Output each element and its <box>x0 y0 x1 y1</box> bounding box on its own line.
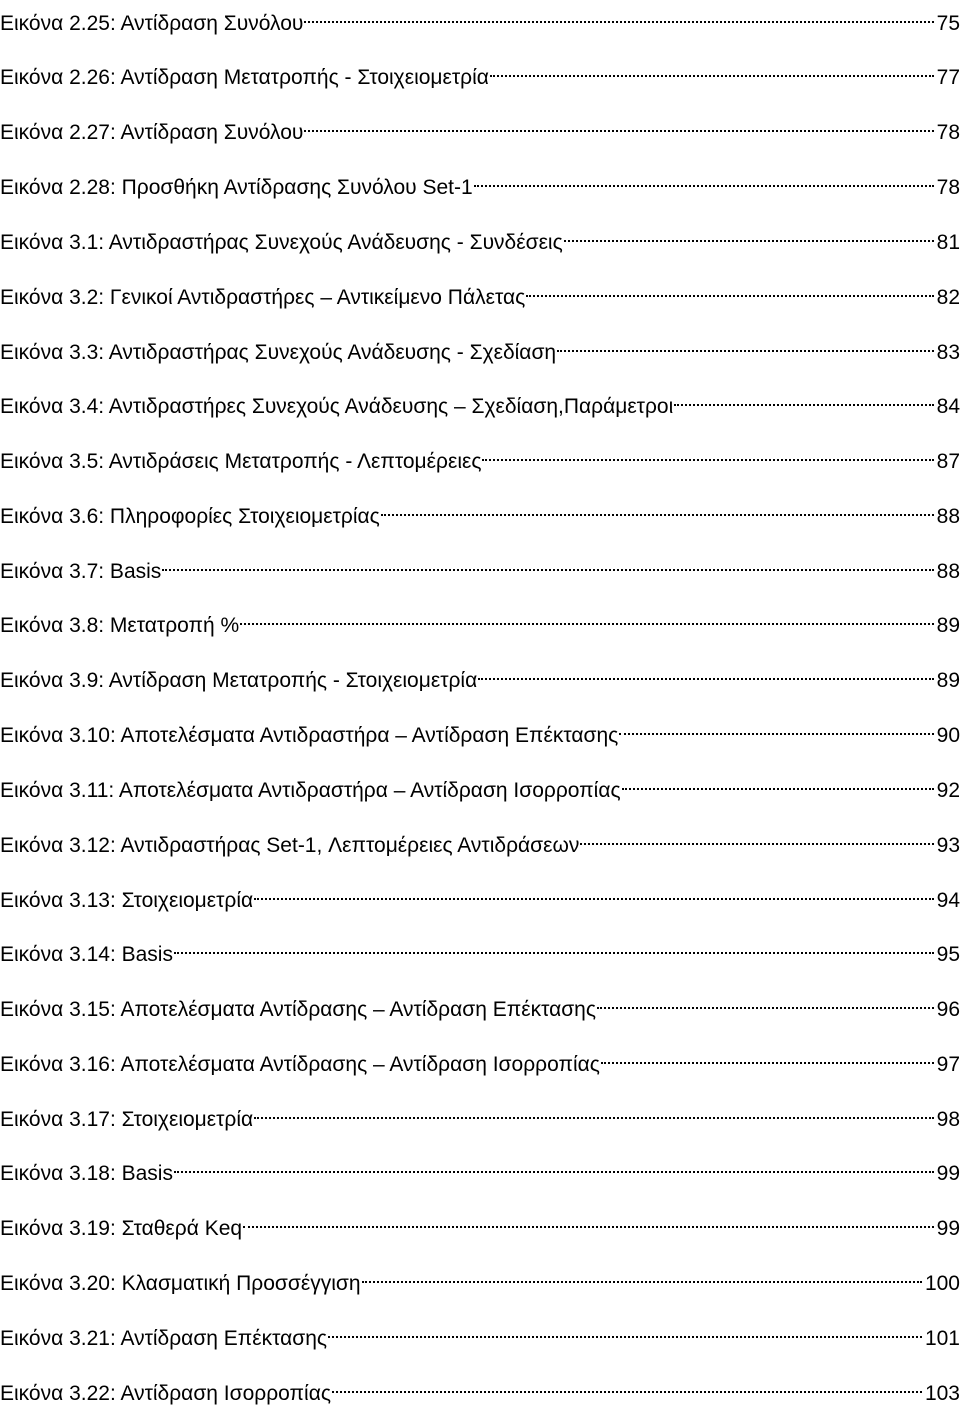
dot-leader <box>162 548 933 578</box>
entry-page-number: 89 <box>936 614 960 637</box>
entry-label: Εικόνα 3.15: Αποτελέσματα Αντίδρασης – Αντίδραση Επέκτασης <box>0 995 596 1025</box>
dot-leader <box>304 0 933 30</box>
toc-entry[interactable] <box>0 164 960 199</box>
toc-entry[interactable] <box>0 712 960 747</box>
toc-entry[interactable] <box>0 986 960 1021</box>
entry-page-number: 78 <box>936 121 960 144</box>
toc-entry[interactable] <box>0 931 960 966</box>
entry-page-number: 89 <box>936 669 960 692</box>
dot-leader <box>601 1041 934 1071</box>
entry-page-number: 96 <box>936 998 960 1021</box>
entry-page-number: 75 <box>936 12 960 35</box>
dot-leader <box>174 1150 934 1180</box>
toc-entry[interactable] <box>0 767 960 802</box>
entry-label: Εικόνα 2.26: Αντίδραση Μετατροπής - Στοιχειομετρία <box>0 63 489 93</box>
dot-leader <box>490 54 934 84</box>
entry-label: Εικόνα 3.19: Σταθερά Keq <box>0 1214 242 1244</box>
dot-leader <box>557 329 934 359</box>
dot-leader <box>362 1260 922 1290</box>
toc-entry[interactable] <box>0 657 960 692</box>
toc-entry[interactable] <box>0 822 960 857</box>
toc-entry[interactable] <box>0 602 960 637</box>
entry-page-number: 90 <box>936 724 960 747</box>
entry-label: Εικόνα 3.22: Αντίδραση Ισορροπίας <box>0 1379 331 1409</box>
entry-label: Εικόνα 2.25: Αντίδραση Συνόλου <box>0 9 303 39</box>
toc-entry[interactable] <box>0 0 960 35</box>
toc-entry[interactable] <box>0 274 960 309</box>
entry-page-number: 97 <box>936 1053 960 1076</box>
entry-page-number: 92 <box>936 779 960 802</box>
entry-label: Εικόνα 3.18: Basis <box>0 1159 173 1189</box>
dot-leader <box>381 493 934 523</box>
toc-entry[interactable] <box>0 438 960 473</box>
dot-leader <box>619 712 933 742</box>
entry-page-number: 83 <box>936 341 960 364</box>
toc-entry[interactable] <box>0 1205 960 1240</box>
entry-label: Εικόνα 3.3: Αντιδραστήρας Συνεχούς Ανάδευσης - Σχεδίαση <box>0 338 556 368</box>
entry-label: Εικόνα 3.5: Αντιδράσεις Μετατροπής - Λεπτομέρειες <box>0 447 481 477</box>
dot-leader <box>240 602 933 632</box>
entry-page-number: 101 <box>924 1327 960 1350</box>
dot-leader <box>482 438 933 468</box>
entry-page-number: 77 <box>936 66 960 89</box>
entry-page-number: 95 <box>936 943 960 966</box>
entry-page-number: 81 <box>936 231 960 254</box>
dot-leader <box>622 767 934 797</box>
entry-page-number: 78 <box>936 176 960 199</box>
toc-entry[interactable] <box>0 1041 960 1076</box>
toc-entry[interactable] <box>0 1096 960 1131</box>
entry-page-number: 87 <box>936 450 960 473</box>
entry-page-number: 99 <box>936 1217 960 1240</box>
toc-entry[interactable] <box>0 548 960 583</box>
dot-leader <box>674 383 933 413</box>
toc-entry[interactable] <box>0 1370 960 1405</box>
toc-entry[interactable] <box>0 329 960 364</box>
toc-entry[interactable] <box>0 54 960 89</box>
dot-leader <box>254 877 933 907</box>
dot-leader <box>328 1315 922 1345</box>
toc-entry[interactable] <box>0 109 960 144</box>
dot-leader <box>474 164 934 194</box>
entry-label: Εικόνα 3.9: Αντίδραση Μετατροπής - Στοιχειομετρία <box>0 666 477 696</box>
entry-label: Εικόνα 3.21: Αντίδραση Επέκτασης <box>0 1324 327 1354</box>
entry-page-number: 99 <box>936 1162 960 1185</box>
entry-label: Εικόνα 3.1: Αντιδραστήρας Συνεχούς Ανάδευσης - Συνδέσεις <box>0 228 563 258</box>
entry-label: Εικόνα 2.28: Προσθήκη Αντίδρασης Συνόλου Set-1 <box>0 173 473 203</box>
dot-leader <box>332 1370 922 1400</box>
toc-entry[interactable] <box>0 219 960 254</box>
entry-page-number: 84 <box>936 395 960 418</box>
toc-entry[interactable] <box>0 1150 960 1185</box>
entry-page-number: 93 <box>936 834 960 857</box>
toc-entry[interactable] <box>0 877 960 912</box>
dot-leader <box>254 1096 933 1126</box>
entry-label: Εικόνα 3.4: Αντιδραστήρες Συνεχούς Ανάδευσης – Σχεδίαση,Παράμετροι <box>0 392 673 422</box>
entry-label: Εικόνα 3.14: Basis <box>0 940 173 970</box>
entry-label: Εικόνα 3.11: Αποτελέσματα Αντιδραστήρα – Αντίδραση Ισορροπίας <box>0 776 621 806</box>
entry-label: Εικόνα 2.27: Αντίδραση Συνόλου <box>0 118 303 148</box>
entry-label: Εικόνα 3.12: Αντιδραστήρας Set-1, Λεπτομέρειες Αντιδράσεων <box>0 831 579 861</box>
dot-leader <box>564 219 934 249</box>
toc-entry[interactable] <box>0 1315 960 1350</box>
toc-entry[interactable] <box>0 493 960 528</box>
entry-page-number: 98 <box>936 1108 960 1131</box>
dot-leader <box>478 657 933 687</box>
entry-label: Εικόνα 3.17: Στοιχειομετρία <box>0 1105 253 1135</box>
dot-leader <box>174 931 934 961</box>
entry-page-number: 100 <box>924 1272 960 1295</box>
dot-leader <box>526 274 933 304</box>
entry-page-number: 88 <box>936 560 960 583</box>
dot-leader <box>304 109 933 139</box>
entry-page-number: 94 <box>936 889 960 912</box>
dot-leader <box>243 1205 934 1235</box>
entry-label: Εικόνα 3.6: Πληροφορίες Στοιχειομετρίας <box>0 502 380 532</box>
entry-page-number: 82 <box>936 286 960 309</box>
entry-label: Εικόνα 3.10: Αποτελέσματα Αντιδραστήρα – Αντίδραση Επέκτασης <box>0 721 618 751</box>
entry-label: Εικόνα 3.16: Αποτελέσματα Αντίδρασης – Αντίδραση Ισορροπίας <box>0 1050 600 1080</box>
toc-entry[interactable] <box>0 1260 960 1295</box>
entry-page-number: 88 <box>936 505 960 528</box>
toc-entry[interactable] <box>0 383 960 418</box>
entry-page-number: 103 <box>924 1382 960 1405</box>
entry-label: Εικόνα 3.20: Κλασματική Προσσέγγιση <box>0 1269 361 1299</box>
dot-leader <box>597 986 934 1016</box>
entry-label: Εικόνα 3.8: Μετατροπή % <box>0 611 239 641</box>
entry-label: Εικόνα 3.2: Γενικοί Αντιδραστήρες – Αντικείμενο Πάλετας <box>0 283 525 313</box>
entry-label: Εικόνα 3.13: Στοιχειομετρία <box>0 886 253 916</box>
dot-leader <box>580 822 933 852</box>
entry-label: Εικόνα 3.7: Basis <box>0 557 161 587</box>
